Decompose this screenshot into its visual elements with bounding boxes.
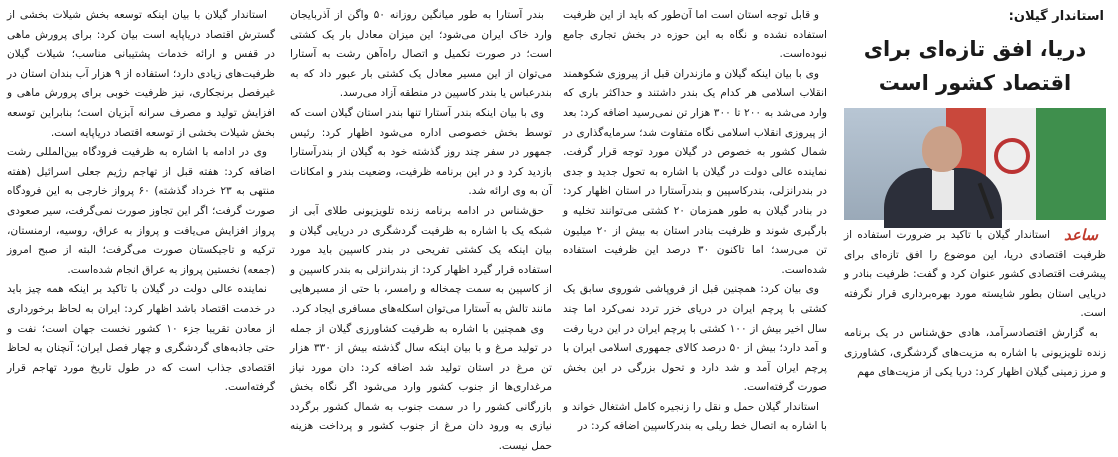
paragraph: و قابل توجه استان است اما آن‌طور که باید از این ظرفیت استفاده نشده و نگاه به این حوزه در بخش تجاری جامع نبوده‌است. (563, 9, 827, 61)
governor-photo (844, 108, 1106, 220)
paragraph: وی در ادامه با اشاره به ظرفیت فرودگاه بین‌المللی رشت اضافه کرد: هفته قبل از تهاجم رژیم جعلی اسرائیل (هفته منتهی به ۲۳ خرداد گذشته) ۶۰ پرواز خارجی به این فرودگاه صورت گرفت؛ اگر این تجاوز صورت نمی‌گرفت، سیر صعودی پرواز افزایش می‌یافت و پرواز به عراق، روسیه، ارمنستان، ترکیه و تاجیکستان صورت می‌گرفت؛ البته از صبح امروز (جمعه) نخستین پرواز به عراق انجام شده‌است. (7, 146, 275, 276)
paragraph: حق‌شناس در ادامه برنامه زنده تلویزیونی طلای آبی از شبکه یک با اشاره به ظرفیت گردشگری در دریایی گیلان و بیان اینکه یک کشتی تفریحی در بندر کاسپین باید مورد استفاده قرار گیرد اظهار کرد: از بندرانزلی به بندر کاسپین و از کاسپین به سمت چمخاله و رامسر، با حتی از مسیرهایی مانند تالش به آستارا می‌توان اسکله‌های مسافری ایجاد کرد. (290, 204, 552, 315)
paragraph: بندر آستارا به طور میانگین روزانه ۵۰ واگن از آذربایجان وارد خاک ایران می‌شود؛ این میزان معادل بار یک کشتی است؛ در صورت تکمیل و اتصال راه‌آهن رشت به آستارا می‌توان از این مسیر معادل یک کشتی بار عبور داد که به بندرعباس یا بندر کاسپین در منطقه آزاد می‌رسد. (290, 9, 552, 100)
paragraph: وی با بیان اینکه گیلان و مازندران قبل از پیروزی شکوهمند انقلاب اسلامی هر کدام یک بندر داشتند و حداکثر باری که وارد می‌شد به ۲۰۰ تا ۳۰۰ هزار تن نمی‌رسید اضافه کرد: بعد از پیروزی انقلاب اسلامی نگاه متفاوت شد؛ سرمایه‌گذاری در شمال کشور به خصوص در گیلان مورد توجه قرار گرفت. نماینده عالی دولت در گیلان با اشاره به تحول جدید و جدی در بندرانزلی، بندرکاسپین و بندرآستارا در استان اظهار کرد: در بنادر گیلان به طور همزمان ۲۰ کشتی می‌توانند تخلیه و بارگیری شوند و ظرفیت بنادر استان به بیش از ۲۰ میلیون تن می‌رسد؛ اما تاکنون ۳۰ درصد این ظرفیت استفاده شده‌است. (563, 67, 827, 276)
lead-text (844, 226, 1106, 383)
agency-logo: ساعد (1064, 226, 1098, 244)
speaker-shirt (932, 170, 954, 210)
speaker-head (922, 126, 962, 172)
lead-paragraph-text: استاندار گیلان با تاکید بر ضرورت استفاده از ظرفیت اقتصادی دریا، این موضوع را افق تازه‌ای برای پیشرفت اقتصادی کشور عنوان کرد و گفت: ظرفیت بنادر و دریایی استان بطور شایسته مورد بهره‌برداری قرار نگرفته است. (844, 229, 1106, 320)
lead-column (844, 6, 1106, 416)
paragraph: وی بیان کرد: همچنین قبل از فروپاشی شوروی سابق یک کشتی با پرچم ایران در دریای خزر تردد نمی‌کرد اما چند سال اخیر بیش از ۱۰۰ کشتی با پرچم ایران در این دریا رفت و آمد دارد؛ بیش از ۵۰ درصد کالای جمهوری اسلامی ایران با پرچم ایران آمد و شد دارد و تحول بزرگی در این بخش صورت گرفته‌است. (563, 283, 827, 394)
flag-green-band (1036, 108, 1106, 220)
article-kicker: استاندار گیلان: (1008, 9, 1104, 24)
paragraph: وی با بیان اینکه بندر آستارا تنها بندر استان گیلان است که توسط بخش خصوصی اداره می‌شود اظهار کرد: رئیس جمهور در سفر چند روز گذشته خود به گیلان از بندرآستارا بازدید کرد و در این برنامه ظرفیت، وضعیت بندر و امکانات آن به وی ارائه شد. (290, 106, 552, 198)
article-headline: دریا، افق تازه‌ای برای اقتصاد کشور است (863, 37, 1087, 95)
lead-paragraph (844, 226, 1106, 324)
body-column-3 (290, 6, 552, 453)
paragraph: استاندار گیلان حمل و نقل را زنجیره کامل اشتغال خواند و با اشاره به اتصال خط ریلی به بندرکاسپین اضافه کرد: در (563, 400, 827, 433)
paragraph: نماینده عالی دولت در گیلان با تاکید بر اینکه همه چیز باید در خدمت اقتصاد باشد اظهار کرد: ایران به لحاظ برخورداری از معادن تقریبا جزء ۱۰ کشور نخست جهان است؛ نفت و حتی جاذبه‌های گردشگری و چهار فصل ایران؛ آنچنان به لحاظ اقتصادی جذاب است که در طول تاریخ مورد تهاجم قرار گرفته‌است. (7, 283, 275, 394)
paragraph: استاندار گیلان با بیان اینکه توسعه بخش شیلات بخشی از گسترش اقتصاد دریاپایه است بیان کرد: برای پرورش ماهی در قفس و ارائه خدمات پشتیبانی مناسب؛ شیلات گیلان ظرفیت‌های زیادی دارد؛ استفاده از ۹ هزار آب بندان استان در غیرفصل برنجکاری، نیز ظرفیت خوبی برای پرورش ماهی و افزایش تولید و مصرف سرانه آبزیان است؛ بنابراین توسعه بخش شیلات بخشی از توسعه اقتصاد دریاپایه است. (7, 9, 275, 139)
lead-paragraph: به گزارش اقتصادسرآمد، هادی حق‌شناس در یک برنامه زنده تلویزیونی با اشاره به مزیت‌های گردشگری، کشاورزی و مرز زمینی گیلان اظهار کرد: دریا یکی از مزیت‌های مهم (844, 326, 1106, 379)
body-column-4 (7, 6, 275, 416)
paragraph: وی همچنین با اشاره به ظرفیت کشاورزی گیلان از جمله در تولید مرغ و با بیان اینکه سال گذشته بیش از ۳۳۰ هزار تن مرغ در استان تولید شد اضافه کرد: دان مورد نیاز مرغداری‌ها از جنوب کشور وارد می‌شود اگر نگاه بخش بازرگانی کشور را در سمت جنوب به شمال کشور برگردد نیازی به ورود دان مرغ از جنوب کشور و پرداخت هزینه حمل نیست. (290, 322, 552, 453)
flag-emblem-icon (994, 138, 1030, 174)
body-column-2 (563, 6, 827, 433)
